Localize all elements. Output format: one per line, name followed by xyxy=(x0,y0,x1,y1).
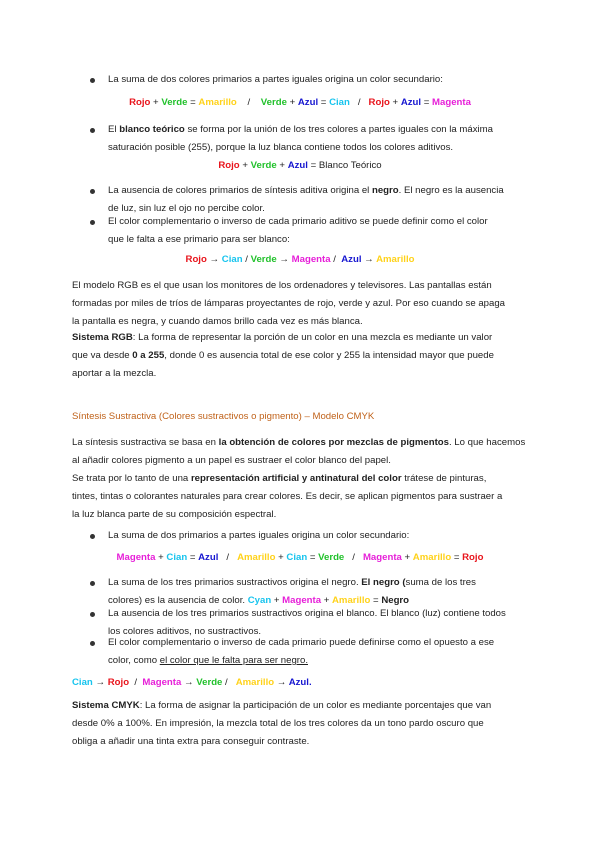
bullet-text: La suma de dos primarios a partes iguales origina un color secundario: xyxy=(108,530,410,541)
equation-term: Azul xyxy=(198,552,219,563)
equation-term: Verde xyxy=(196,677,223,688)
bullet-cmyk-complementary xyxy=(0,634,600,670)
equation-term: Cian xyxy=(221,254,243,265)
bullet-cmyk-sum xyxy=(0,527,600,545)
bullet-dot xyxy=(90,534,95,539)
bold-run: la obtención de colores por mezclas de pigmentos xyxy=(218,437,449,448)
equation-term: / xyxy=(218,552,238,563)
equation-term: = xyxy=(451,552,463,563)
text-run: color, como xyxy=(108,655,160,666)
text-run: trátese de pinturas, xyxy=(401,473,487,484)
text-run: . Lo que hacemos xyxy=(448,437,526,448)
bullet-dot xyxy=(90,581,95,586)
equation-term: Amarillo xyxy=(237,552,276,563)
equation-term: Magenta xyxy=(116,552,156,563)
text-run: : La forma de asignar la participación de un color es mediante porcentajes que van xyxy=(139,700,492,711)
cmyk-intro-paragraph xyxy=(72,434,532,470)
bullet-dot xyxy=(90,612,95,617)
equation-term: → xyxy=(92,677,108,688)
text-line: de luz, sin luz el ojo no percibe color. xyxy=(108,203,265,214)
text-line: la pantalla es negra, y cuando damos brillo cada vez es más blanca. xyxy=(72,316,363,327)
bullet-white-theoretical xyxy=(0,121,600,157)
equation-term: Amarillo xyxy=(235,677,275,688)
equation-term: Amarillo xyxy=(376,254,415,265)
text-line: que le falta a ese primario para ser blanco: xyxy=(108,234,290,245)
text-line: La ausencia de los tres primarios sustractivos origina el blanco. El blanco (luz) contiene todos xyxy=(108,608,506,619)
equation-term: = Blanco Teórico xyxy=(307,160,382,171)
equation-term: + xyxy=(321,595,332,606)
equation-term: Amarillo xyxy=(198,97,237,108)
equation-term: Negro xyxy=(381,595,410,606)
bullet-complementary xyxy=(0,213,600,249)
text-line: la luz blanca parte de su composición espectral. xyxy=(72,509,277,520)
equation-term: Cian xyxy=(72,677,93,688)
equation-term: Amarillo xyxy=(331,595,371,606)
equation-term: Magenta xyxy=(142,677,182,688)
rgb-white-equation xyxy=(0,157,600,175)
equation-term: Azul xyxy=(287,160,308,171)
bold-run: representación artificial y antinatural del color xyxy=(190,473,402,484)
text-line: obliga a añadir una tinta extra para conseguir contraste. xyxy=(72,736,310,747)
equation-term: = xyxy=(307,552,319,563)
equation-term: / xyxy=(349,97,369,108)
text-run: Se trata por lo tanto de una xyxy=(72,473,191,484)
equation-term: + xyxy=(271,595,283,606)
bullet-text xyxy=(108,121,528,157)
text-line: El modelo RGB es el que usan los monitores de los ordenadores y televisores. Las pantallas están xyxy=(72,280,492,291)
equation-term: Rojo xyxy=(462,552,484,563)
equation-term: Azul xyxy=(400,97,422,108)
equation-term: Verde xyxy=(161,97,188,108)
bold-run: Sistema CMYK xyxy=(72,700,140,711)
bullet-dot xyxy=(90,220,95,225)
equation-term: → xyxy=(181,677,197,688)
equation-term: + xyxy=(286,97,298,108)
cmyk-complementary-equation xyxy=(72,674,532,692)
equation-term: = xyxy=(187,552,199,563)
text-line: tintes, tintas o colorantes naturales para crear colores. Es decir, se aplican pigmentos para sustraer a xyxy=(72,491,503,502)
text-run: se forma por la unión de los tres colores a partes iguales con la máxima xyxy=(184,124,493,135)
equation-term: / xyxy=(222,677,236,688)
equation-term: Rojo xyxy=(218,160,240,171)
text-line xyxy=(108,121,528,139)
text-line xyxy=(72,697,532,715)
equation-term: = xyxy=(421,97,433,108)
text-line: El color complementario o inverso de cada primario puede definirse como el opuesto a ese xyxy=(108,637,495,648)
bold-run: 0 a 255 xyxy=(132,350,165,361)
equation-term: + xyxy=(150,97,162,108)
equation-term: Azul xyxy=(341,254,362,265)
underlined-run: el color que le falta para ser negro. xyxy=(159,655,308,666)
text-run: El xyxy=(108,124,120,135)
equation-term: Verde xyxy=(260,97,287,108)
equation-term: Magenta xyxy=(291,254,331,265)
text-line: desde 0% a 100%. En impresión, la mezcla total de los tres colores da un tono pardo oscuro que xyxy=(72,718,484,729)
equation-term: / xyxy=(129,677,143,688)
text-line xyxy=(72,347,532,365)
equation-term: Verde xyxy=(318,552,345,563)
equation-term: / xyxy=(242,254,251,265)
text-run: La suma de los tres primarios sustractivos origina el negro. xyxy=(108,577,362,588)
equation-term: = xyxy=(187,97,199,108)
equation-term: Verde xyxy=(250,254,277,265)
bold-run: Sistema RGB xyxy=(72,332,133,343)
bullet-text xyxy=(108,213,528,249)
text-line xyxy=(108,182,528,200)
equation-term: / xyxy=(330,254,342,265)
text-line xyxy=(108,574,528,592)
equation-term: → xyxy=(274,677,289,688)
equation-term: Rojo xyxy=(107,677,130,688)
rgb-system-paragraph xyxy=(72,329,532,383)
bullet-dot xyxy=(90,189,95,194)
rgb-model-paragraph xyxy=(72,277,532,331)
text-line: aportar a la mezcla. xyxy=(72,368,157,379)
text-line: saturación posible (255), porque la luz blanca contiene todos los colores aditivos. xyxy=(108,142,454,153)
bold-run: negro xyxy=(371,185,399,196)
equation-term: = xyxy=(318,97,330,108)
cmyk-system-paragraph xyxy=(72,697,532,751)
equation-term: Cian xyxy=(166,552,188,563)
text-line xyxy=(72,329,532,347)
text-run: colores) es la ausencia de color. xyxy=(108,595,248,606)
equation-term: Cyan xyxy=(247,595,272,606)
equation-term: / xyxy=(236,97,261,108)
equation-term: Cian xyxy=(329,97,350,108)
equation-term: → xyxy=(361,254,377,265)
equation-term: Azul xyxy=(297,97,319,108)
equation-term: → xyxy=(276,254,292,265)
equation-term: + xyxy=(239,160,251,171)
equation-term: → xyxy=(206,254,222,265)
equation-term: Amarillo xyxy=(412,552,452,563)
bullet-dot xyxy=(90,78,95,83)
text-run: La ausencia de colores primarios de síntesis aditiva origina el xyxy=(108,185,372,196)
equation-term: + xyxy=(275,552,287,563)
text-line: El color complementario o inverso de cada primario aditivo se puede definir como el color xyxy=(108,216,488,227)
equation-term: Rojo xyxy=(129,97,151,108)
text-run: : La forma de representar la porción de un color en una mezcla es mediante un valor xyxy=(132,332,493,343)
cmyk-artificial-paragraph xyxy=(72,470,532,524)
equation-term: Verde xyxy=(250,160,277,171)
bold-run: blanco teórico xyxy=(119,124,185,135)
text-run: , donde 0 es ausencia total de ese color y 255 la intensidad mayor que puede xyxy=(164,350,494,361)
equation-term: = xyxy=(370,595,382,606)
text-line: al añadir colores pigmento a un papel es sustraer el color blanco del papel. xyxy=(72,455,391,466)
equation-term: Magenta xyxy=(432,97,471,108)
text-run: La síntesis sustractiva se basa en xyxy=(72,437,219,448)
text-line xyxy=(72,434,532,452)
equation-term: Magenta xyxy=(362,552,402,563)
text-run: . El negro es la ausencia xyxy=(398,185,504,196)
equation-term: Azul. xyxy=(288,677,312,688)
equation-term: + xyxy=(276,160,288,171)
equation-term: Rojo xyxy=(368,97,390,108)
equation-term: + xyxy=(401,552,413,563)
equation-term: Magenta xyxy=(282,595,322,606)
cmyk-secondary-equation xyxy=(0,549,600,567)
bold-run: El negro ( xyxy=(361,577,406,588)
text-line: los colores aditivos, no sustractivos. xyxy=(108,626,262,637)
equation-term: / xyxy=(344,552,363,563)
rgb-secondary-equation xyxy=(0,94,600,112)
bullet-text: La suma de dos colores primarios a partes iguales origina un color secundario: xyxy=(108,74,443,85)
text-run: que va desde xyxy=(72,350,133,361)
text-run: suma de los tres xyxy=(405,577,476,588)
bullet-text xyxy=(108,634,528,670)
text-line xyxy=(72,470,532,488)
text-line: formadas por miles de tríos de lámparas proyectantes de rojo, verde y azul. Por eso cuando se apaga xyxy=(72,298,506,309)
equation-term: Cian xyxy=(286,552,308,563)
rgb-complementary-equation xyxy=(0,251,600,269)
bullet-rgb-sum xyxy=(0,71,600,89)
equation-term: + xyxy=(155,552,167,563)
bullet-dot xyxy=(90,128,95,133)
bullet-dot xyxy=(90,641,95,646)
text-line xyxy=(108,652,528,670)
equation-term: + xyxy=(389,97,401,108)
equation-term: Rojo xyxy=(185,254,207,265)
cmyk-section-heading: Síntesis Sustractiva (Colores sustractivos o pigmento) – Modelo CMYK xyxy=(72,411,375,422)
